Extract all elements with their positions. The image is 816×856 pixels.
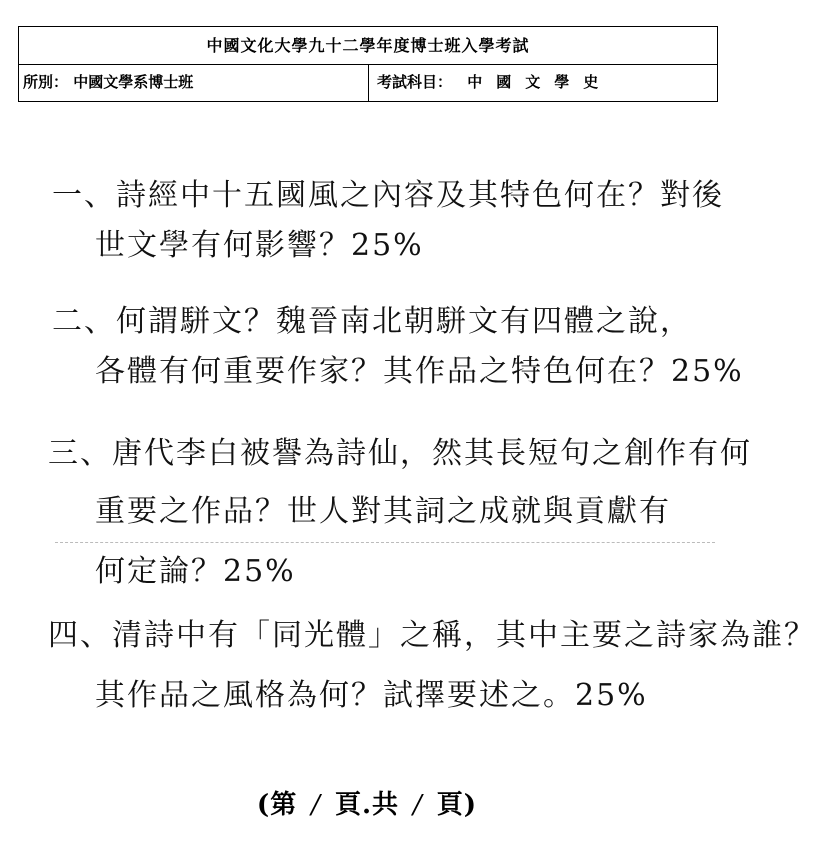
page-footer [0,784,734,821]
subject-label: 考試科目： [377,73,453,91]
department-cell [19,65,369,101]
question-4-line-1: 四、清詩中有「同光體」之稱，其中主要之詩家為誰？ [48,618,816,653]
question-1-line-2: 世文學有何影響？25% [95,228,424,263]
department-value: 中國文學系博士班 [73,73,194,91]
scan-divider [55,542,715,543]
question-3-line-2: 重要之作品？世人對其詞之成就與貢獻有 [95,494,671,529]
footer-close: 頁) [436,790,478,820]
question-2-line-2: 各體有何重要作家？其作品之特色何在？25% [95,354,744,389]
question-4-line-2: 其作品之風格為何？試擇要述之。25% [95,678,648,713]
exam-title: 中國文化大學九十二學年度博士班入學考試 [19,27,717,65]
footer-total-pages: / [413,790,423,820]
subject-value: 中國文學史 [467,73,613,91]
footer-open: (第 [256,790,298,820]
subject-cell [369,65,717,101]
question-3-line-3: 何定論？25% [95,554,296,589]
question-3-line-1: 三、唐代李白被譽為詩仙，然其長短句之創作有何 [48,436,752,471]
exam-header [18,26,718,102]
footer-mid: 頁.共 [334,790,400,820]
question-2-line-1: 二、何謂駢文？魏晉南北朝駢文有四體之說， [52,304,692,339]
question-1-line-1: 一、詩經中十五國風之內容及其特色何在？對後 [52,178,724,213]
footer-page-number: / [311,790,321,820]
department-label: 所別： [23,73,69,91]
